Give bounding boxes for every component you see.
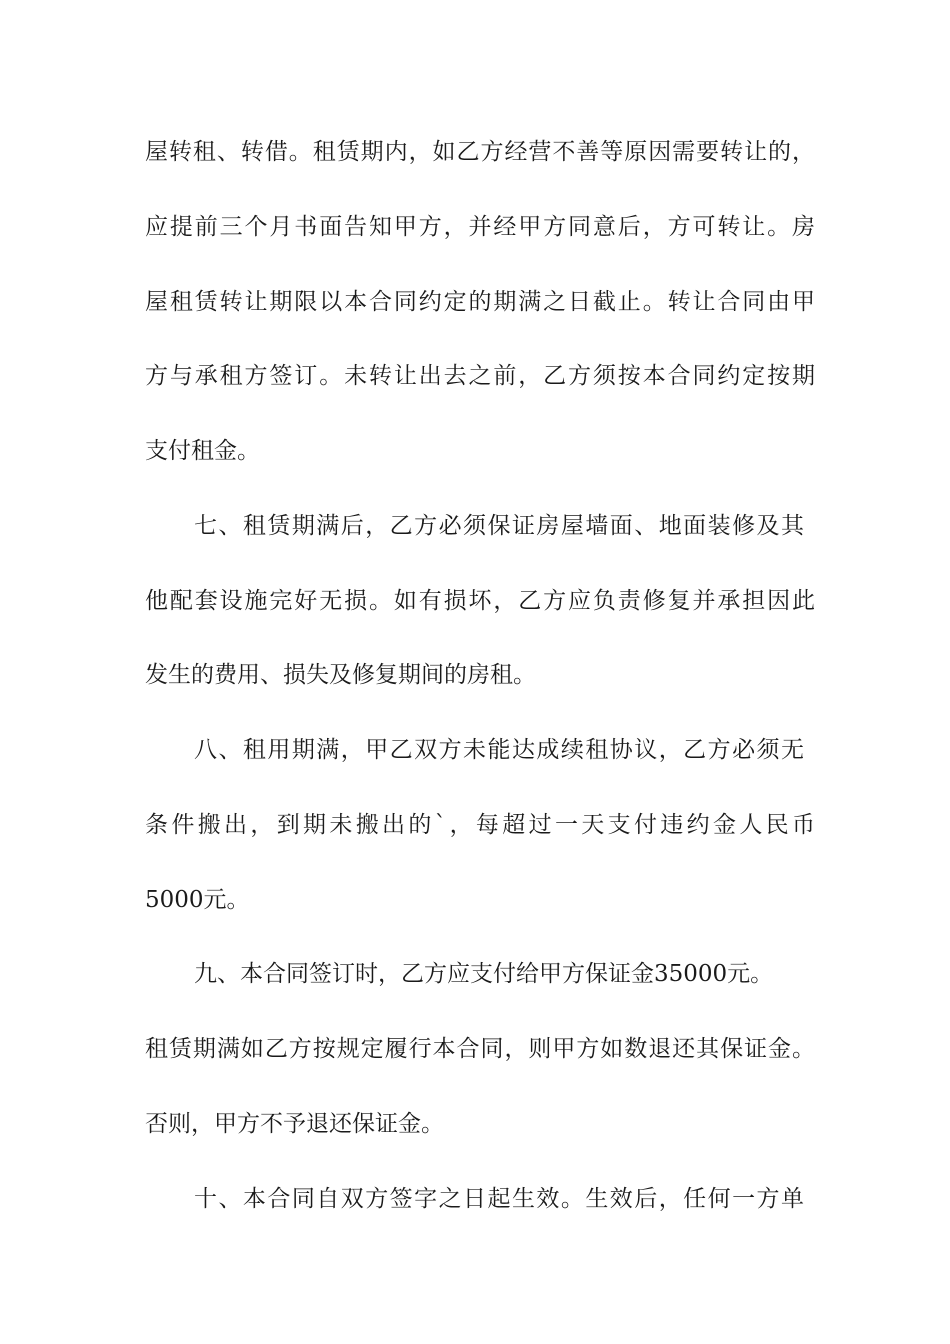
text-line: 发生的费用、损失及修复期间的房租。 — [145, 662, 536, 688]
paragraph-seven-start: 七、租赁期满后，乙方必须保证房屋墙面、地面装修及其 — [194, 513, 804, 539]
paragraph-ten-start: 十、本合同自双方签字之日起生效。生效后，任何一方单 — [194, 1186, 804, 1212]
paragraph-eight-start: 八、租用期满，甲乙双方未能达成续租协议，乙方必须无 — [194, 737, 804, 763]
text-line: 否则，甲方不予退还保证金。 — [145, 1111, 444, 1137]
text-line: 屋租赁转让期限以本合同约定的期满之日截止。转让合同由甲 — [145, 289, 815, 315]
text-line: 支付租金。 — [145, 438, 260, 464]
text-line: 租赁期满如乙方按规定履行本合同，则甲方如数退还其保证金。 — [145, 1036, 815, 1062]
text-line: 应提前三个月书面告知甲方，并经甲方同意后，方可转让。房 — [145, 214, 815, 240]
text-line: 他配套设施完好无损。如有损坏，乙方应负责修复并承担因此 — [145, 588, 815, 614]
paragraph-nine-start: 九、本合同签订时，乙方应支付给甲方保证金35000元。 — [194, 961, 774, 987]
text-line: 方与承租方签订。未转让出去之前，乙方须按本合同约定按期 — [145, 363, 815, 389]
text-line: 条件搬出，到期未搬出的`，每超过一天支付违约金人民币 — [145, 812, 815, 838]
text-line: 5000元。 — [145, 887, 250, 913]
text-line: 屋转租、转借。租赁期内，如乙方经营不善等原因需要转让的， — [145, 139, 815, 165]
